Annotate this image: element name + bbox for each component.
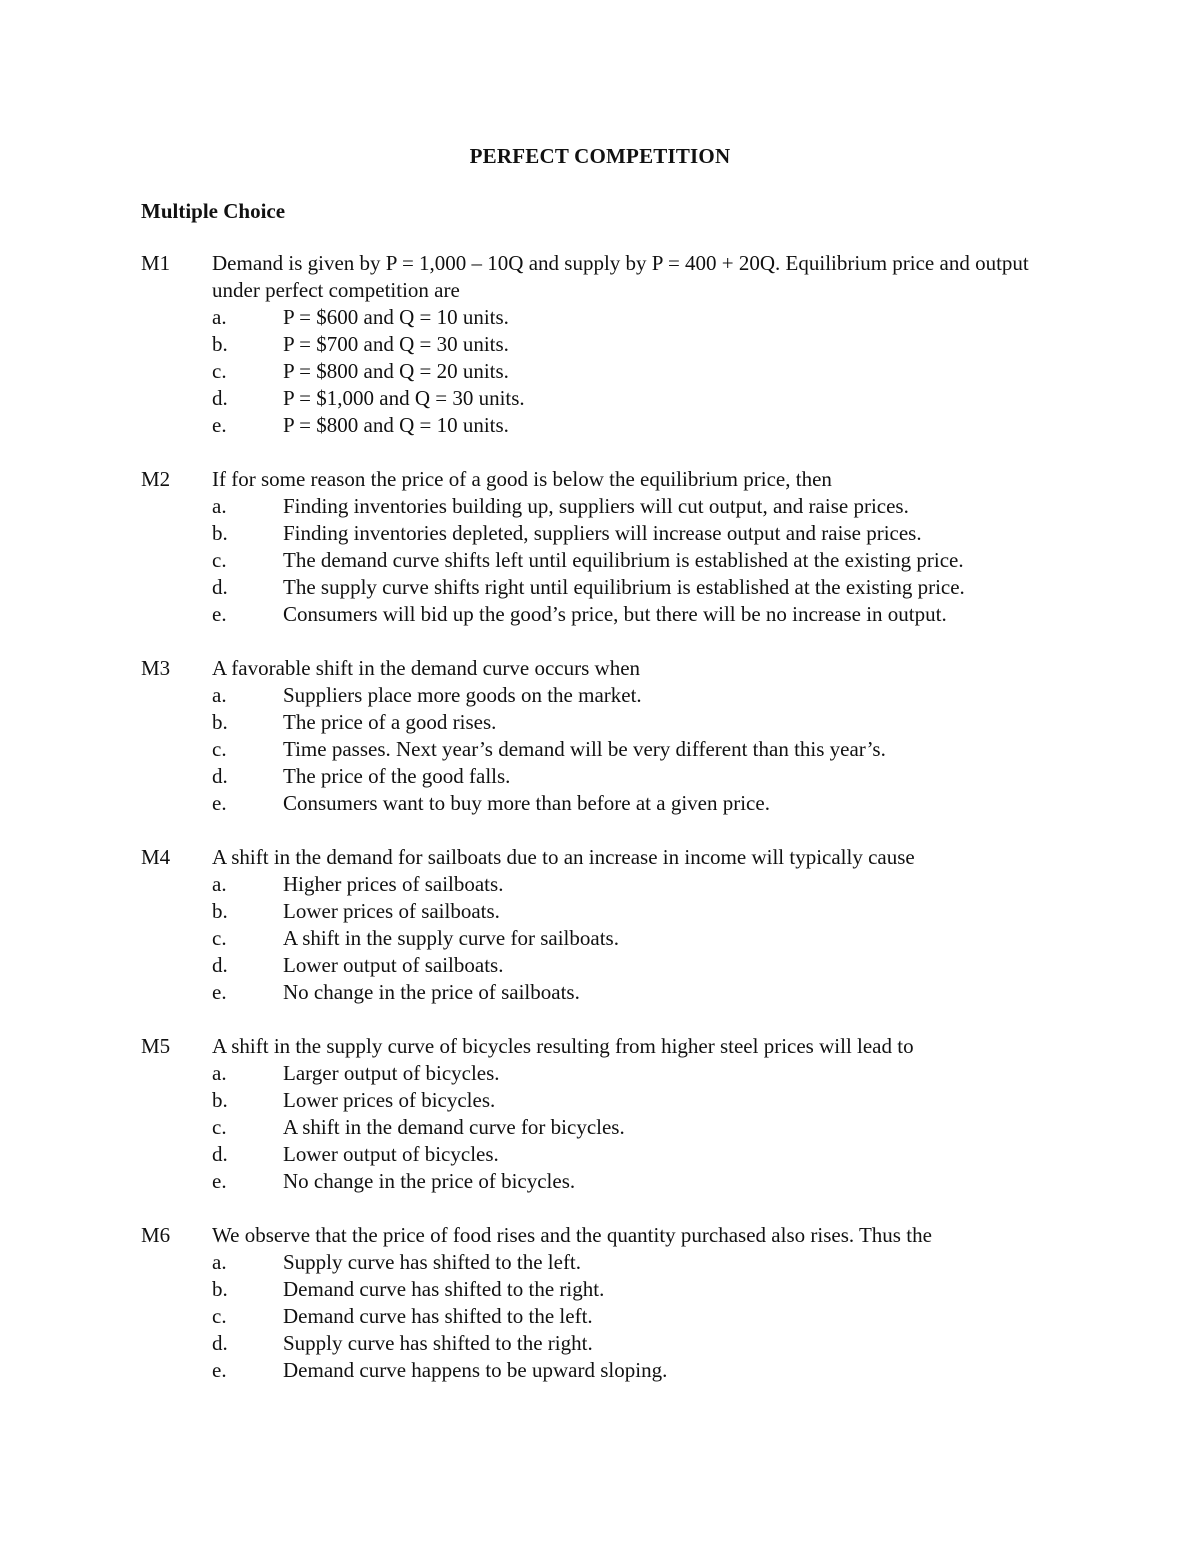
option-letter: c. bbox=[212, 737, 227, 761]
option-letter: a. bbox=[212, 1250, 227, 1274]
option-letter: b. bbox=[212, 710, 228, 734]
option-text: The price of a good rises. bbox=[283, 710, 497, 734]
answer-option bbox=[141, 412, 1061, 439]
answer-options bbox=[141, 304, 1061, 439]
option-letter: a. bbox=[212, 305, 227, 329]
option-text: Suppliers place more goods on the market. bbox=[283, 683, 642, 707]
question-stem: A favorable shift in the demand curve occurs when bbox=[212, 656, 641, 680]
option-letter: a. bbox=[212, 683, 227, 707]
question-m6 bbox=[141, 1222, 1061, 1384]
answer-option bbox=[141, 385, 1061, 412]
option-text: P = $700 and Q = 30 units. bbox=[283, 332, 509, 356]
option-text: Finding inventories building up, suppliers will cut output, and raise prices. bbox=[283, 494, 909, 518]
answer-option bbox=[141, 1141, 1061, 1168]
option-letter: c. bbox=[212, 1304, 227, 1328]
answer-option bbox=[141, 1168, 1061, 1195]
answer-option bbox=[141, 601, 1061, 628]
answer-option bbox=[141, 574, 1061, 601]
option-letter: c. bbox=[212, 1115, 227, 1139]
option-text: Lower output of bicycles. bbox=[283, 1142, 499, 1166]
answer-option bbox=[141, 736, 1061, 763]
question-m1 bbox=[141, 250, 1061, 439]
option-text: A shift in the supply curve for sailboats. bbox=[283, 926, 619, 950]
option-text: Supply curve has shifted to the right. bbox=[283, 1331, 593, 1355]
option-letter: c. bbox=[212, 359, 227, 383]
question-number: M1 bbox=[141, 251, 171, 275]
question-m3 bbox=[141, 655, 1061, 817]
option-text: The supply curve shifts right until equilibrium is established at the existing price. bbox=[283, 575, 965, 599]
option-text: The price of the good falls. bbox=[283, 764, 511, 788]
option-text: Demand curve has shifted to the left. bbox=[283, 1304, 593, 1328]
question-number: M4 bbox=[141, 845, 171, 869]
answer-options bbox=[141, 871, 1061, 1006]
answer-options bbox=[141, 1249, 1061, 1384]
option-letter: b. bbox=[212, 1088, 228, 1112]
answer-option bbox=[141, 1276, 1061, 1303]
option-letter: b. bbox=[212, 1277, 228, 1301]
answer-option bbox=[141, 682, 1061, 709]
option-letter: a. bbox=[212, 872, 227, 896]
option-letter: a. bbox=[212, 494, 227, 518]
option-text: Lower prices of bicycles. bbox=[283, 1088, 496, 1112]
option-text: P = $600 and Q = 10 units. bbox=[283, 305, 509, 329]
question-m4 bbox=[141, 844, 1061, 1006]
question-m5 bbox=[141, 1033, 1061, 1195]
option-text: The demand curve shifts left until equilibrium is established at the existing price. bbox=[283, 548, 964, 572]
option-text: Consumers will bid up the good’s price, but there will be no increase in output. bbox=[283, 602, 947, 626]
answer-option bbox=[141, 493, 1061, 520]
option-letter: d. bbox=[212, 764, 228, 788]
option-letter: e. bbox=[212, 1169, 227, 1193]
option-letter: e. bbox=[212, 413, 227, 437]
option-text: No change in the price of bicycles. bbox=[283, 1169, 576, 1193]
option-letter: e. bbox=[212, 1358, 227, 1382]
option-text: Larger output of bicycles. bbox=[283, 1061, 500, 1085]
answer-option bbox=[141, 898, 1061, 925]
answer-option bbox=[141, 1087, 1061, 1114]
answer-option bbox=[141, 979, 1061, 1006]
option-letter: d. bbox=[212, 1142, 228, 1166]
option-letter: d. bbox=[212, 386, 228, 410]
question-number: M6 bbox=[141, 1223, 171, 1247]
option-letter: b. bbox=[212, 521, 228, 545]
question-number: M5 bbox=[141, 1034, 171, 1058]
option-text: P = $1,000 and Q = 30 units. bbox=[283, 386, 525, 410]
question-stem: We observe that the price of food rises and the quantity purchased also rises. Thus the bbox=[212, 1223, 932, 1247]
question-stem: Demand is given by P = 1,000 – 10Q and supply by P = 400 + 20Q. Equilibrium price and output under perfect competition are bbox=[212, 251, 1029, 302]
option-letter: b. bbox=[212, 332, 228, 356]
answer-option bbox=[141, 1249, 1061, 1276]
answer-option bbox=[141, 331, 1061, 358]
question-stem: If for some reason the price of a good is below the equilibrium price, then bbox=[212, 467, 832, 491]
answer-option bbox=[141, 304, 1061, 331]
option-text: Lower output of sailboats. bbox=[283, 953, 504, 977]
answer-option bbox=[141, 1303, 1061, 1330]
option-letter: b. bbox=[212, 899, 228, 923]
answer-option bbox=[141, 547, 1061, 574]
question-number: M3 bbox=[141, 656, 171, 680]
option-text: Higher prices of sailboats. bbox=[283, 872, 504, 896]
option-letter: e. bbox=[212, 602, 227, 626]
option-text: Demand curve has shifted to the right. bbox=[283, 1277, 605, 1301]
answer-option bbox=[141, 1357, 1061, 1384]
option-letter: d. bbox=[212, 953, 228, 977]
question-stem: A shift in the supply curve of bicycles resulting from higher steel prices will lead to bbox=[212, 1034, 914, 1058]
option-letter: c. bbox=[212, 548, 227, 572]
question-m2 bbox=[141, 466, 1061, 628]
answer-option bbox=[141, 1330, 1061, 1357]
answer-option bbox=[141, 790, 1061, 817]
option-letter: e. bbox=[212, 791, 227, 815]
option-text: P = $800 and Q = 10 units. bbox=[283, 413, 509, 437]
answer-option bbox=[141, 520, 1061, 547]
answer-options bbox=[141, 682, 1061, 817]
answer-option bbox=[141, 709, 1061, 736]
option-text: A shift in the demand curve for bicycles. bbox=[283, 1115, 625, 1139]
option-text: Finding inventories depleted, suppliers will increase output and raise prices. bbox=[283, 521, 922, 545]
option-text: Time passes. Next year’s demand will be very different than this year’s. bbox=[283, 737, 886, 761]
section-heading: Multiple Choice bbox=[141, 199, 286, 223]
option-letter: c. bbox=[212, 926, 227, 950]
document-title: PERFECT COMPETITION bbox=[469, 144, 731, 168]
option-text: Demand curve happens to be upward sloping. bbox=[283, 1358, 668, 1382]
question-stem: A shift in the demand for sailboats due to an increase in income will typically cause bbox=[212, 845, 915, 869]
question-number: M2 bbox=[141, 467, 171, 491]
option-letter: e. bbox=[212, 980, 227, 1004]
option-text: P = $800 and Q = 20 units. bbox=[283, 359, 509, 383]
option-text: Supply curve has shifted to the left. bbox=[283, 1250, 582, 1274]
answer-option bbox=[141, 952, 1061, 979]
answer-option bbox=[141, 358, 1061, 385]
answer-options bbox=[141, 493, 1061, 628]
answer-option bbox=[141, 871, 1061, 898]
option-text: Consumers want to buy more than before at a given price. bbox=[283, 791, 770, 815]
question-list bbox=[141, 250, 1061, 1411]
option-letter: d. bbox=[212, 575, 228, 599]
answer-option bbox=[141, 763, 1061, 790]
option-letter: d. bbox=[212, 1331, 228, 1355]
option-text: No change in the price of sailboats. bbox=[283, 980, 580, 1004]
answer-option bbox=[141, 1060, 1061, 1087]
answer-option bbox=[141, 925, 1061, 952]
answer-options bbox=[141, 1060, 1061, 1195]
option-text: Lower prices of sailboats. bbox=[283, 899, 500, 923]
option-letter: a. bbox=[212, 1061, 227, 1085]
answer-option bbox=[141, 1114, 1061, 1141]
